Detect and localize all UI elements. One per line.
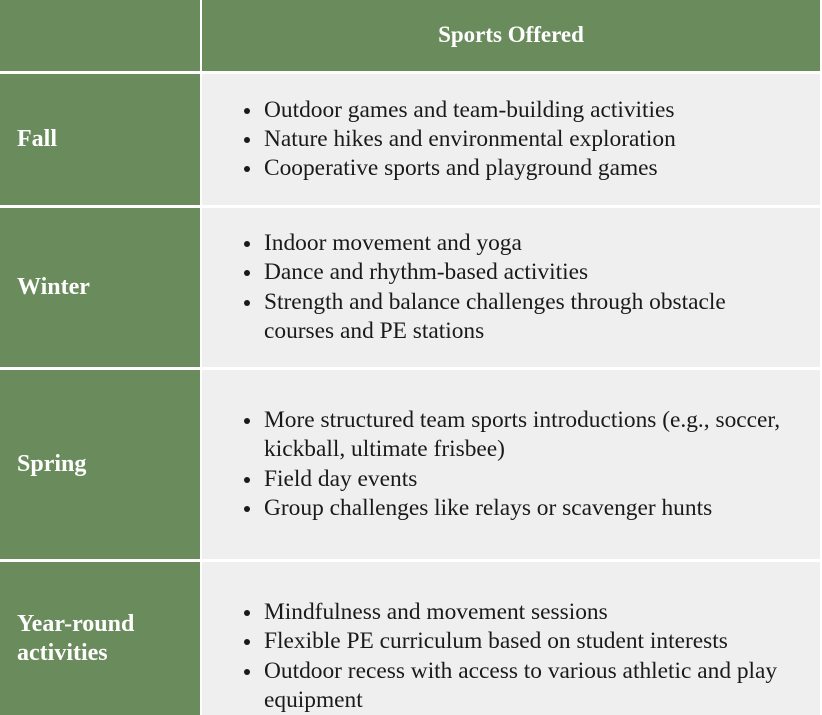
- list-item: Field day events: [264, 465, 790, 494]
- list-item: Nature hikes and environmental exploration: [264, 125, 820, 154]
- row-label-spring: [0, 370, 200, 559]
- list-item: More structured team sports introductions (e.g., soccer, kickball, ultimate frisbee): [264, 406, 790, 465]
- list-item: Dance and rhythm-based activities: [264, 258, 800, 287]
- season-label: Year-round activities: [17, 610, 135, 666]
- list-item: Outdoor recess with access to various athletic and play equipment: [264, 657, 802, 715]
- list-item: Indoor movement and yoga: [264, 229, 800, 258]
- activity-list: [202, 406, 820, 523]
- activity-list: [202, 562, 820, 715]
- row-content-spring: [202, 370, 820, 559]
- row-content-fall: [202, 74, 820, 205]
- list-item: Mindfulness and movement sessions: [264, 598, 802, 627]
- activity-list: [202, 229, 820, 346]
- column-header-sports-offered: Sports Offered: [438, 22, 584, 47]
- list-item: Group challenges like relays or scavenger hunts: [264, 494, 790, 523]
- row-label-winter: [0, 208, 200, 367]
- list-item: Cooperative sports and playground games: [264, 154, 820, 183]
- activity-list: [202, 96, 820, 184]
- list-item: Outdoor games and team-building activities: [264, 96, 820, 125]
- list-item: Strength and balance challenges through obstacle courses and PE stations: [264, 288, 800, 347]
- list-item: Flexible PE curriculum based on student interests: [264, 627, 802, 656]
- row-label-year-round: [0, 562, 200, 715]
- table-header-cell: [202, 0, 820, 71]
- row-content-year-round: [202, 562, 820, 715]
- row-label-fall: [0, 74, 200, 205]
- season-label: Winter: [17, 274, 90, 300]
- row-content-winter: [202, 208, 820, 367]
- table-corner-cell: [0, 0, 200, 71]
- season-label: Fall: [17, 126, 57, 152]
- season-label: Spring: [17, 451, 87, 477]
